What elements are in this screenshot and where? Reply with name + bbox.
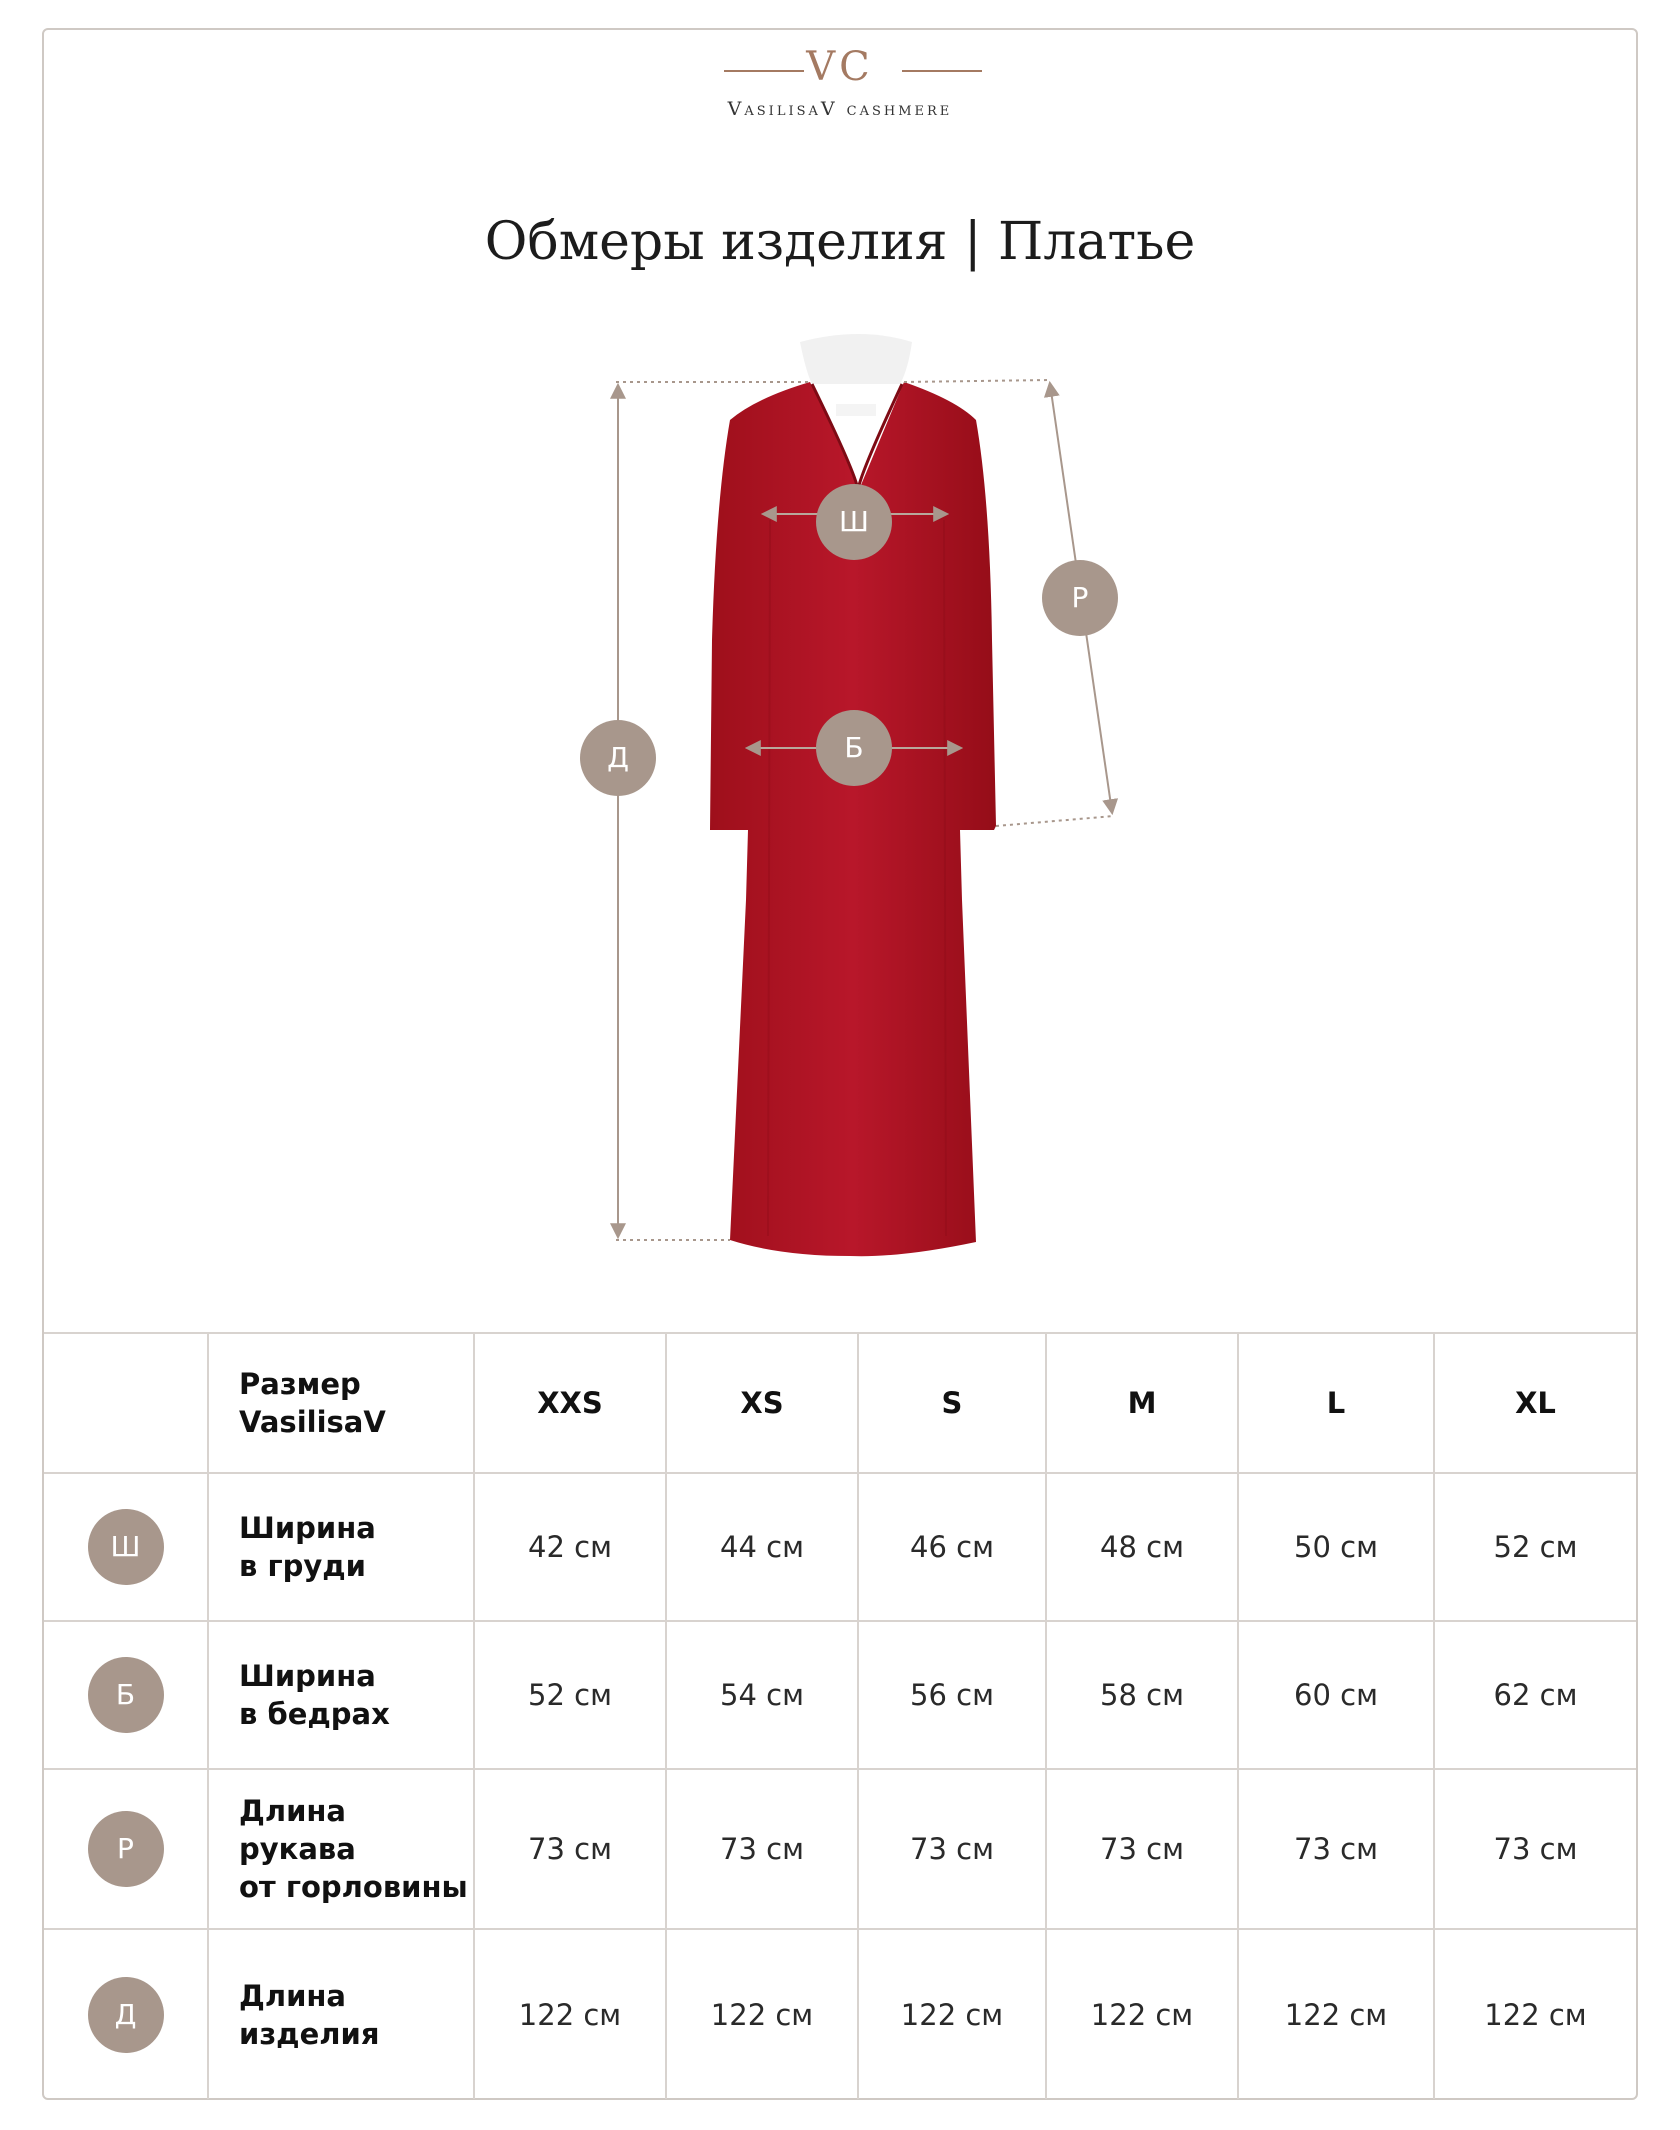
header-empty-cell [44,1333,208,1473]
cell-value: 50 см [1238,1473,1434,1621]
dress-label-tag [836,404,876,416]
header-size-xs: XS [666,1333,858,1473]
cell-value: 122 см [666,1929,858,2099]
cell-value: 52 см [474,1621,666,1769]
cell-value: 62 см [1434,1621,1636,1769]
chest-badge-label: Ш [839,505,869,538]
table-row-sleeve [44,1769,1636,1929]
row-label-hip: Ширина в бедрах [208,1621,474,1769]
row-label-chest: Ширина в груди [208,1473,474,1621]
cell-value: 73 см [1238,1769,1434,1929]
cell-value: 122 см [1238,1929,1434,2099]
row-label-sleeve: Длина рукава от горловины [208,1769,474,1929]
cell-value: 73 см [1046,1769,1238,1929]
cell-value: 44 см [666,1473,858,1621]
row-badge-cell [44,1929,208,2099]
cell-value: 122 см [858,1929,1046,2099]
hip-row-badge: Б [88,1657,164,1733]
cell-value: 56 см [858,1621,1046,1769]
table-header-row [44,1333,1636,1473]
header-size-xl: XL [1434,1333,1636,1473]
size-table [44,1332,1636,2099]
row-badge-cell [44,1473,208,1621]
header-size-xxs: XXS [474,1333,666,1473]
row-label-length: Длина изделия [208,1929,474,2099]
logo-monogram: VC [806,44,874,90]
cell-value: 60 см [1238,1621,1434,1769]
table-row-chest [44,1473,1636,1621]
cell-value: 42 см [474,1473,666,1621]
sleeve-row-badge: Р [88,1811,164,1887]
header-size-l: L [1238,1333,1434,1473]
table-row-hip [44,1621,1636,1769]
cell-value: 73 см [858,1769,1046,1929]
mannequin-neck [800,334,912,384]
logo-brand: VasilisaV cashmere [727,98,953,120]
row-badge-cell [44,1769,208,1929]
cell-value: 46 см [858,1473,1046,1621]
sleeve-badge-label: Р [1071,581,1089,614]
header-size-label: Размер VasilisaV [208,1333,474,1473]
cell-value: 52 см [1434,1473,1636,1621]
chest-row-badge: Ш [88,1509,164,1585]
cell-value: 73 см [474,1769,666,1929]
table-row-length [44,1929,1636,2099]
cell-value: 122 см [1434,1929,1636,2099]
cell-value: 73 см [1434,1769,1636,1929]
cell-value: 122 см [474,1929,666,2099]
length-badge-label: Д [607,741,629,774]
cell-value: 58 см [1046,1621,1238,1769]
length-row-badge: Д [88,1977,164,2053]
cell-value: 122 см [1046,1929,1238,2099]
page-title: Обмеры изделия | Платье [484,212,1196,272]
header-size-m: M [1046,1333,1238,1473]
cell-value: 48 см [1046,1473,1238,1621]
cell-value: 54 см [666,1621,858,1769]
row-badge-cell [44,1621,208,1769]
cell-value: 73 см [666,1769,858,1929]
header-size-s: S [858,1333,1046,1473]
hip-badge-label: Б [844,731,864,764]
